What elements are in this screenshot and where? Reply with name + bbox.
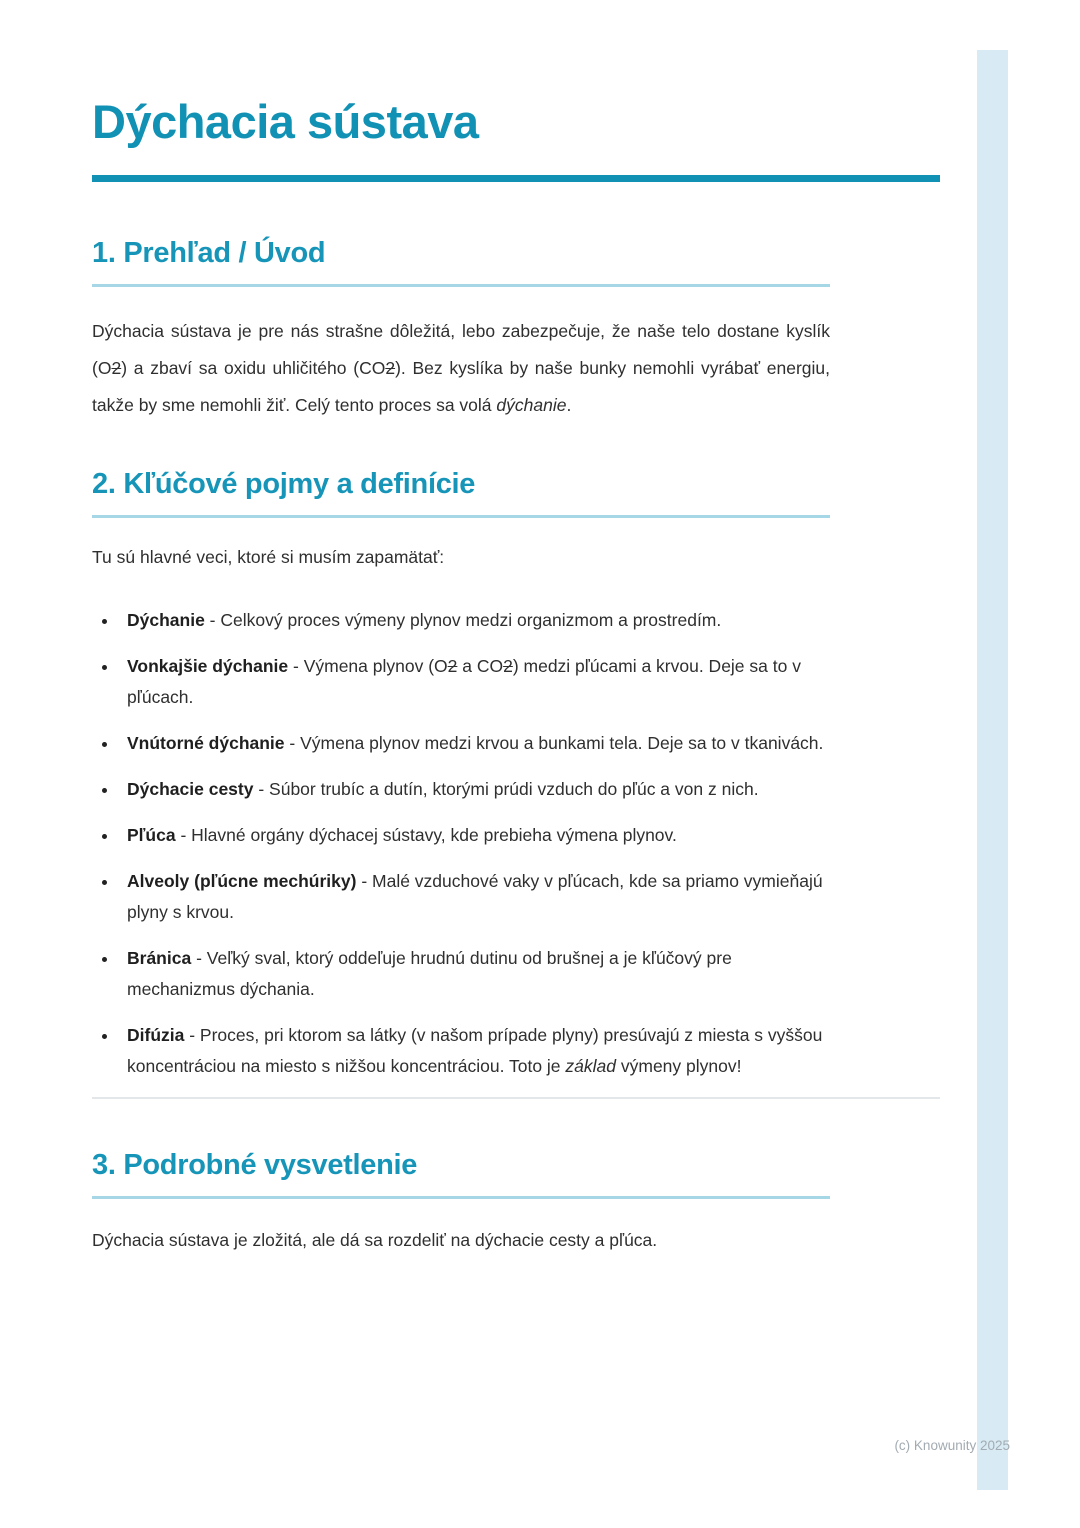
definition-text: ) medzi pľúcami a krvou. Deje sa to v pľúcach.: [127, 656, 801, 707]
definition-text: - Výmena plynov (O: [288, 656, 448, 676]
section-1-rule: [92, 284, 830, 287]
paragraph-text: ) a zbaví sa oxidu uhličitého (CO: [121, 358, 386, 378]
definition-item: [119, 728, 830, 759]
section-3-rule: [92, 1196, 830, 1199]
body-paragraph: Dýchacia sústava je zložitá, ale dá sa rozdeliť na dýchacie cesty a pľúca.: [92, 1230, 658, 1250]
definition-item: [119, 1020, 830, 1082]
definition-text: - Hlavné orgány dýchacej sústavy, kde prebieha výmena plynov.: [175, 825, 677, 845]
definition-item: [119, 605, 830, 636]
definition-text: - Malé vzduchové vaky v pľúcach, kde sa priamo vymieňajú plyny s krvou.: [127, 871, 823, 922]
document-title: Dýchacia sústava: [92, 95, 479, 148]
term-label: Vnútorné dýchanie: [127, 733, 285, 753]
paragraph-text: .: [566, 395, 572, 415]
strikethrough-sub: 2: [447, 656, 458, 676]
term-label: Alveoly (pľúcne mechúriky): [127, 871, 357, 891]
definition-text: - Súbor trubíc a dutín, ktorými prúdi vzduch do pľúc a von z nich.: [253, 779, 759, 799]
section-divider: [92, 1097, 940, 1099]
definition-text: výmeny plynov!: [616, 1056, 742, 1076]
intro-paragraph: [92, 313, 830, 424]
definition-text: - Celkový proces výmeny plynov medzi organizmom a prostredím.: [204, 610, 722, 630]
footer-credit: (c) Knowunity 2025: [894, 1438, 1010, 1453]
strikethrough-sub: 2: [503, 656, 513, 676]
definition-text: - Proces, pri ktorom sa látky (v našom prípade plyny) presúvajú z miesta s vyššou koncentráciou na miesto s nižšou koncentráciou. Toto je: [127, 1025, 823, 1076]
definition-text: a CO: [457, 656, 504, 676]
definition-text: - Výmena plynov medzi krvou a bunkami tela. Deje sa to v tkanivách.: [284, 733, 824, 753]
section-2-heading: 2. Kľúčové pojmy a definície: [92, 468, 476, 500]
term-label: Difúzia: [127, 1025, 185, 1045]
term-label: Dýchanie: [127, 610, 205, 630]
title-rule: [92, 175, 940, 182]
page-side-strip: [977, 50, 1008, 1490]
definition-text: - Veľký sval, ktorý oddeľuje hrudnú dutinu od brušnej a je kľúčový pre mechanizmus dýchania.: [127, 948, 732, 999]
italic-text: dýchanie: [496, 395, 567, 415]
section-1-heading: 1. Prehľad / Úvod: [92, 237, 326, 269]
strikethrough-sub: 2: [385, 358, 396, 378]
strikethrough-sub: 2: [111, 358, 122, 378]
term-label: Bránica: [127, 948, 192, 968]
definition-item: [119, 866, 830, 928]
definitions-list: [92, 605, 830, 1082]
paragraph-text: ). Bez kyslíka by naše bunky nemohli vyrábať energiu, takže by sme nemohli žiť. Celý tento proces sa volá: [92, 358, 831, 415]
definitions-intro: Tu sú hlavné veci, ktoré si musím zapamätať:: [92, 547, 445, 567]
italic-text: základ: [565, 1056, 616, 1076]
definition-item: [119, 651, 830, 713]
term-label: Dýchacie cesty: [127, 779, 254, 799]
definition-item: [119, 820, 830, 851]
definition-item: [119, 943, 830, 1005]
term-label: Vonkajšie dýchanie: [127, 656, 289, 676]
definition-item: [119, 774, 830, 805]
term-label: Pľúca: [127, 825, 176, 845]
section-3-heading: 3. Podrobné vysvetlenie: [92, 1149, 418, 1181]
document-content: [92, 96, 940, 1255]
paragraph-text: Dýchacia sústava je pre nás strašne dôležitá, lebo zabezpečuje, že naše telo dostane kyslík (O: [92, 321, 830, 378]
section-2-rule: [92, 515, 830, 518]
